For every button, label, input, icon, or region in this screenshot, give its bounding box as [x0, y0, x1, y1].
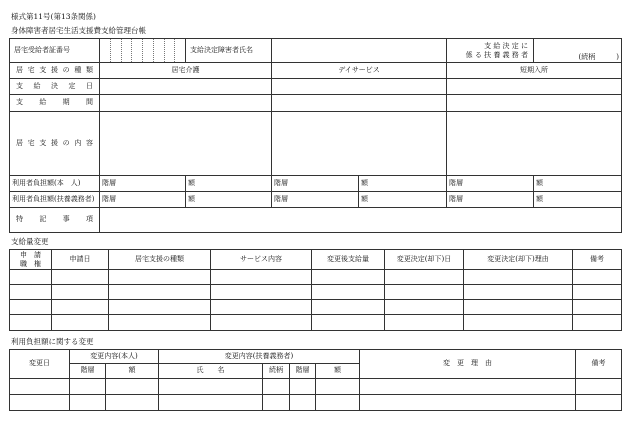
decision-date-label: 支 給 決 定 日	[10, 79, 100, 95]
burden-self-tier-day[interactable]: 階層	[272, 176, 359, 192]
header-applicant	[10, 250, 52, 270]
burden-obligor-amount-short[interactable]: 額	[534, 192, 622, 208]
content-short[interactable]	[447, 112, 622, 176]
burden-obligor-tier-short[interactable]: 階層	[447, 192, 534, 208]
table-row[interactable]	[10, 270, 622, 285]
change-table	[9, 249, 622, 331]
notes-field[interactable]	[100, 208, 622, 233]
page-title: 身体障害者居宅生活支援費支給管理台帳	[11, 26, 146, 35]
burden-obligor-amount-home[interactable]: 額	[186, 192, 272, 208]
burden-obligor-label: 利用者負担額(扶養義務者)	[10, 192, 100, 208]
table-row[interactable]	[10, 315, 622, 331]
header-applicant-bottom: 職 権	[20, 259, 41, 268]
main-ledger-table	[9, 38, 622, 233]
header-obligor-amount: 額	[316, 364, 360, 379]
decision-date-home[interactable]	[100, 79, 272, 95]
table-row[interactable]	[10, 395, 622, 411]
period-home[interactable]	[100, 95, 272, 112]
col-home-care: 居宅介護	[100, 63, 272, 79]
recipient-number-label: 居宅受給者証番号	[10, 39, 100, 63]
change-section-heading: 支給量変更	[11, 237, 49, 246]
content-label: 居 宅 支 援 の 内 容	[10, 112, 100, 176]
col-short-stay: 短期入所	[447, 63, 622, 79]
obligor-label-line2: 係 る 扶 養 義 務 者	[465, 50, 528, 59]
header-content-self: 変更内容(本人)	[70, 350, 159, 364]
recipient-name-label: 支給決定障害者氏名	[186, 39, 272, 63]
header-application-date: 申請日	[52, 250, 109, 270]
table-row[interactable]	[10, 285, 622, 300]
burden-change-heading: 利用負担額に関する変更	[11, 337, 94, 346]
burden-self-tier-home[interactable]: 階層	[100, 176, 186, 192]
header-support-type: 居宅支援の種類	[109, 250, 211, 270]
header-content-obligor: 変更内容(扶養義務者)	[159, 350, 360, 364]
header-self-tier: 階層	[70, 364, 106, 379]
header-remarks: 備考	[573, 250, 622, 270]
relation-label: (続柄 )	[578, 53, 619, 62]
table-row[interactable]	[10, 379, 622, 395]
decision-date-short[interactable]	[447, 79, 622, 95]
header-changed-amount: 変更後支給量	[312, 250, 385, 270]
support-type-label: 居 宅 支 援 の 種 類	[10, 63, 100, 79]
table-row[interactable]	[10, 300, 622, 315]
burden-self-amount-short[interactable]: 額	[534, 176, 622, 192]
obligor-label	[447, 39, 534, 63]
period-label: 支 給 期 間	[10, 95, 100, 112]
header-applicant-top: 申 請	[20, 250, 41, 259]
burden-obligor-tier-home[interactable]: 階層	[100, 192, 186, 208]
header-reason: 変更決定(却下)理由	[464, 250, 573, 270]
recipient-name-field[interactable]	[272, 39, 447, 63]
header-change-date: 変更日	[10, 350, 70, 379]
content-home[interactable]	[100, 112, 272, 176]
form-number: 様式第11号(第13条関係)	[11, 12, 96, 21]
notes-label: 特 記 事 項	[10, 208, 100, 233]
col-day-service: デイサービス	[272, 63, 447, 79]
obligor-label-line1: 支 給 決 定 に	[484, 41, 528, 50]
header-obligor-name: 氏 名	[159, 364, 263, 379]
decision-date-day[interactable]	[272, 79, 447, 95]
burden-self-label: 利用者負担額(本 人)	[10, 176, 100, 192]
header-change-reason: 変 更 理 由	[360, 350, 576, 379]
burden-obligor-amount-day[interactable]: 額	[359, 192, 447, 208]
header-obligor-relation: 続柄	[263, 364, 290, 379]
header-service-content: サービス内容	[211, 250, 312, 270]
period-short[interactable]	[447, 95, 622, 112]
burden-self-amount-home[interactable]: 額	[186, 176, 272, 192]
period-day[interactable]	[272, 95, 447, 112]
header-obligor-tier: 階層	[290, 364, 316, 379]
burden-self-tier-short[interactable]: 階層	[447, 176, 534, 192]
header-burden-remarks: 備考	[576, 350, 622, 379]
obligor-field[interactable]	[534, 39, 622, 63]
burden-obligor-tier-day[interactable]: 階層	[272, 192, 359, 208]
burden-change-table	[9, 349, 622, 411]
content-day[interactable]	[272, 112, 447, 176]
header-self-amount: 額	[106, 364, 159, 379]
recipient-number-box[interactable]	[100, 39, 186, 63]
burden-self-amount-day[interactable]: 額	[359, 176, 447, 192]
header-decision-date: 変更決定(却下)日	[385, 250, 464, 270]
